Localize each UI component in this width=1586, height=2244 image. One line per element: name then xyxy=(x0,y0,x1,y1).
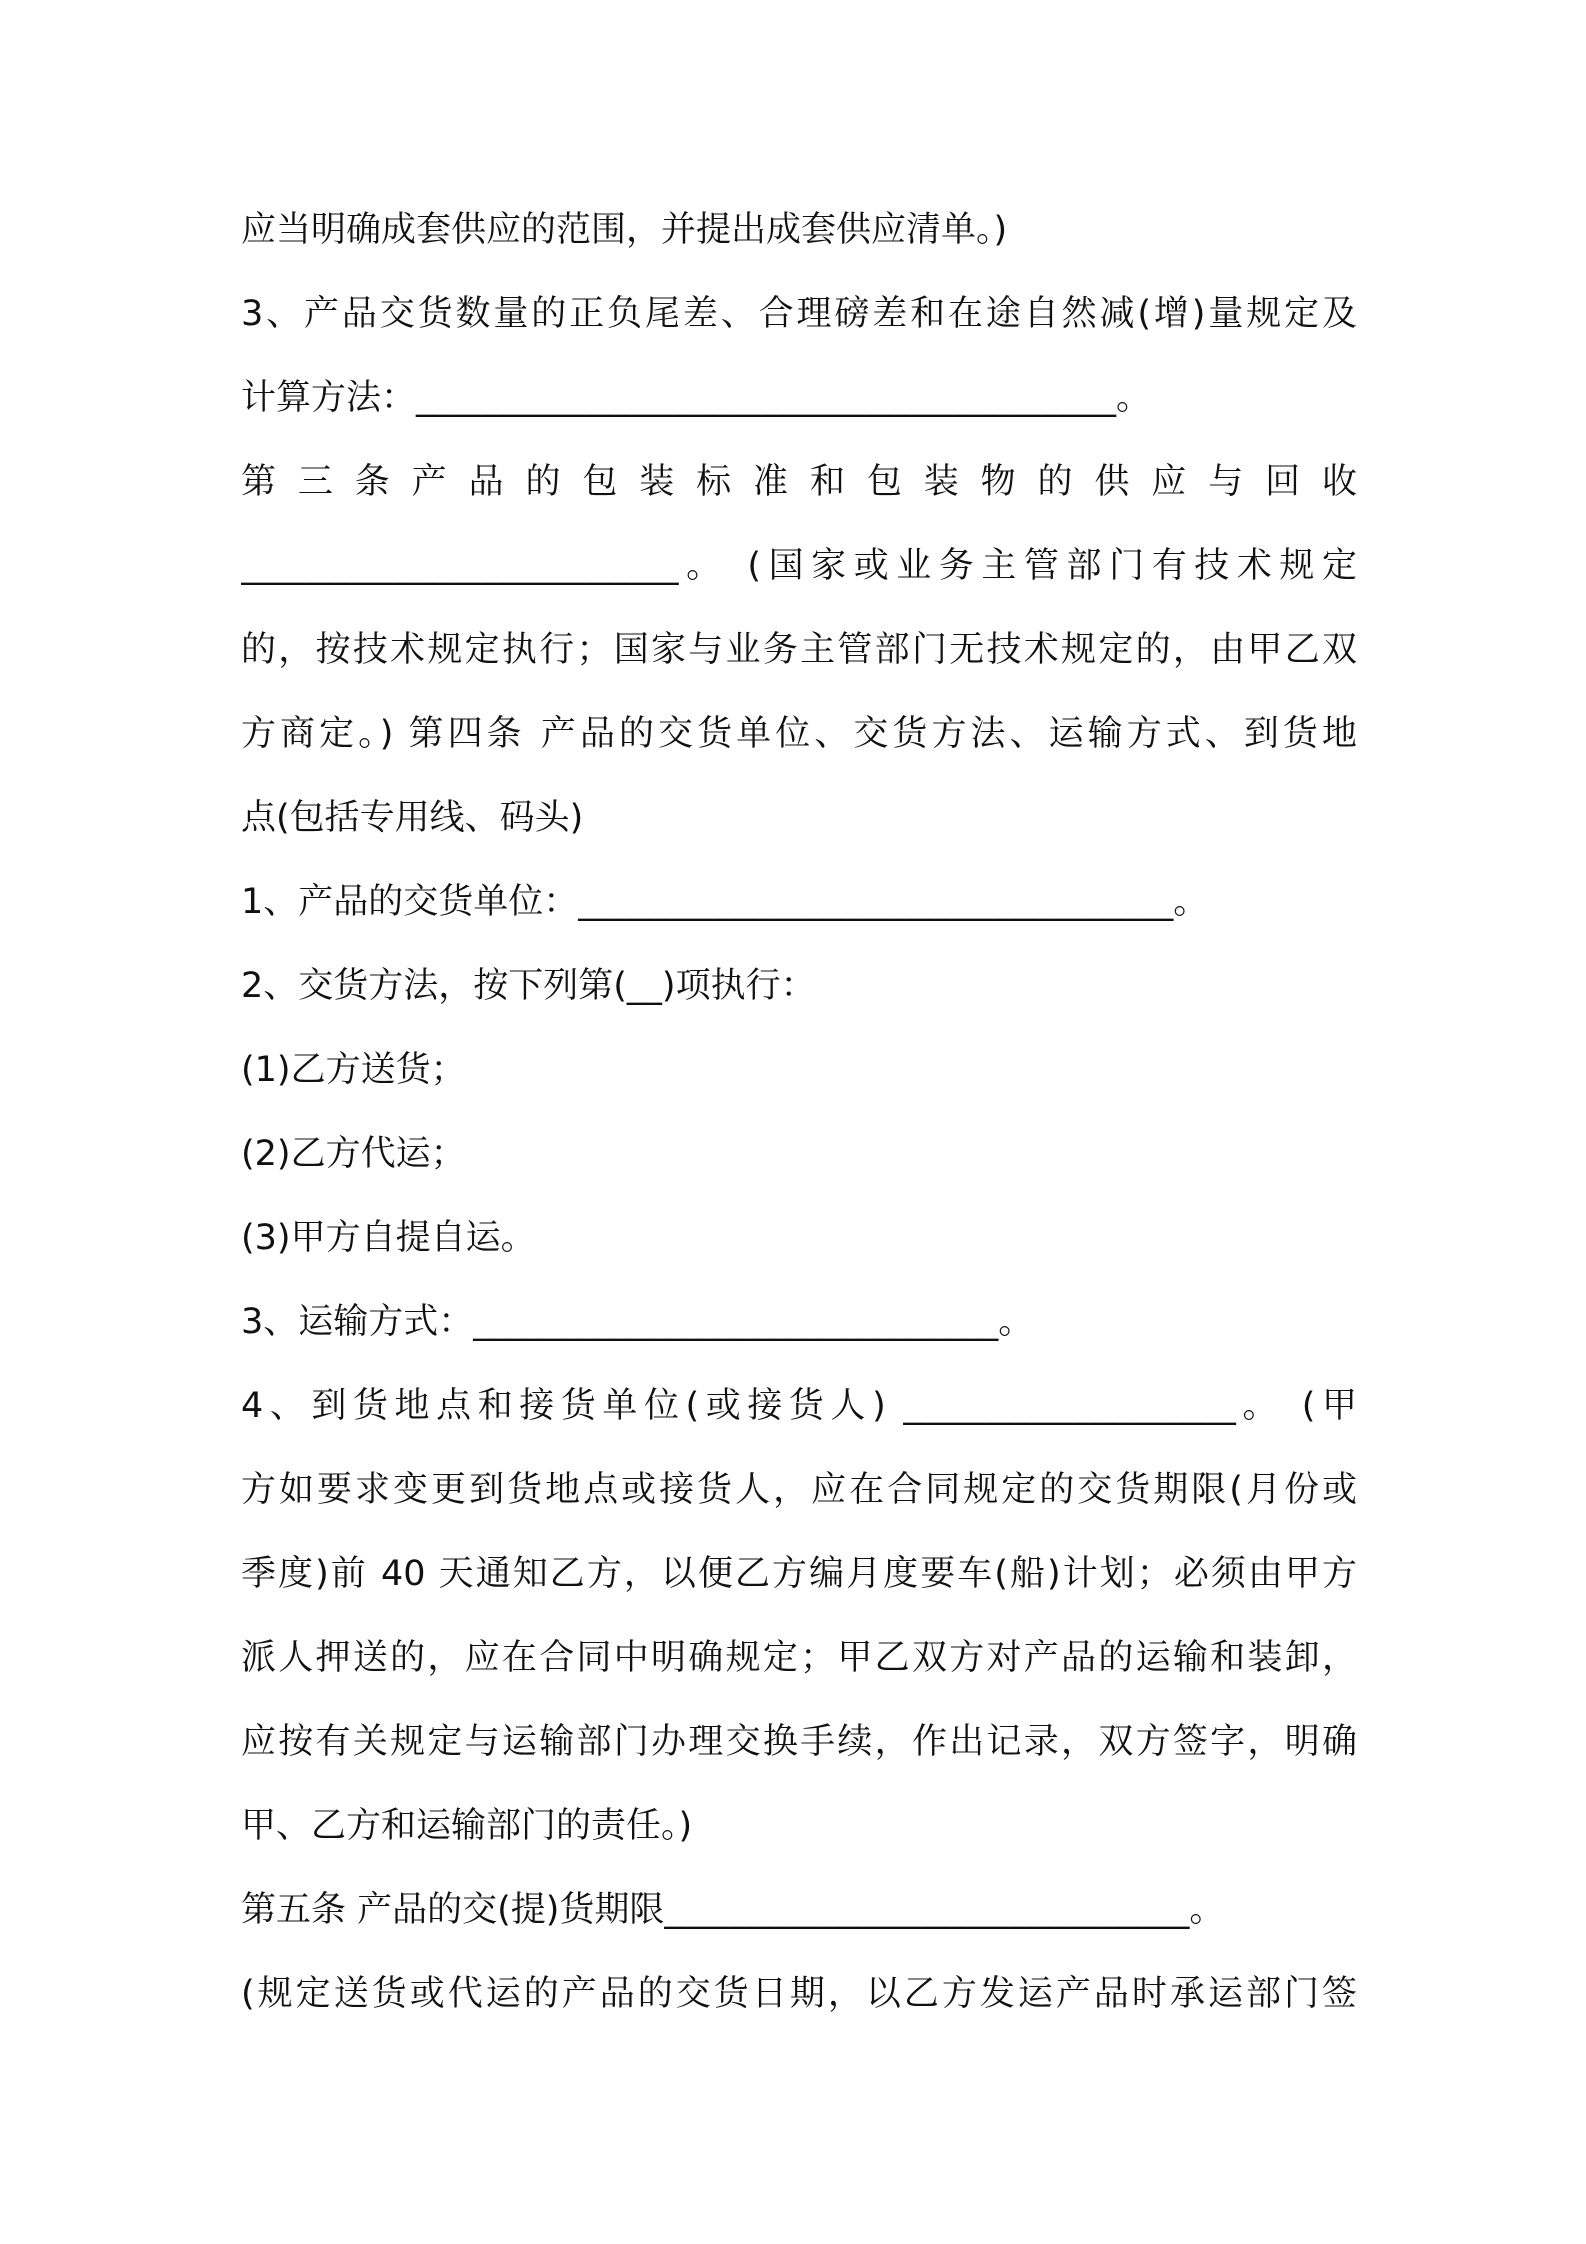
text-line-1: 应当明确成套供应的范围，并提出成套供应清单。) xyxy=(241,210,1008,250)
text-line-22: (规定送货或代运的产品的交货日期，以乙方发运产品时承运部门签 xyxy=(241,1974,1357,2014)
text-line-2: 3、产品交货数量的正负尾差、合理磅差和在途自然减(增)量规定及 xyxy=(241,294,1357,334)
text-line-3: 计算方法：________________________________________。 xyxy=(241,378,1152,418)
text-line-5: _________________________。 (国家或业务主管部门有技术规定 xyxy=(241,546,1357,586)
document-body xyxy=(241,198,1357,2046)
text-line-15: 4、到货地点和接货单位(或接货人) ___________________。 (甲 xyxy=(241,1386,1357,1426)
text-line-11: (1)乙方送货； xyxy=(241,1050,466,1090)
text-line-18: 派人押送的，应在合同中明确规定；甲乙双方对产品的运输和装卸， xyxy=(241,1638,1357,1678)
article-five-heading: 第五条 产品的交(提)货期限______________________________。 xyxy=(241,1890,1225,1930)
text-line-12: (2)乙方代运； xyxy=(241,1134,466,1174)
text-line-7: 方商定。) 第四条 产品的交货单位、交货方法、运输方式、到货地 xyxy=(241,714,1357,754)
text-line-17: 季度)前 40 天通知乙方，以便乙方编月度要车(船)计划；必须由甲方 xyxy=(241,1554,1357,1594)
text-line-19: 应按有关规定与运输部门办理交换手续，作出记录，双方签字，明确 xyxy=(241,1722,1357,1762)
text-line-14: 3、运输方式：______________________________。 xyxy=(241,1302,1034,1342)
text-line-13: (3)甲方自提自运。 xyxy=(241,1218,536,1258)
text-line-10: 2、交货方法，按下列第(__)项执行： xyxy=(241,966,816,1006)
text-line-6: 的，按技术规定执行；国家与业务主管部门无技术规定的，由甲乙双 xyxy=(241,630,1357,670)
text-line-8: 点(包括专用线、码头) xyxy=(241,798,584,838)
text-line-20: 甲、乙方和运输部门的责任。) xyxy=(241,1806,693,1846)
article-three-heading: 第 三 条 产 品 的 包 装 标 准 和 包 装 物 的 供 应 与 回 收 xyxy=(241,462,1357,502)
text-line-16: 方如要求变更到货地点或接货人，应在合同规定的交货期限(月份或 xyxy=(241,1470,1357,1510)
text-line-9: 1、产品的交货单位：__________________________________。 xyxy=(241,882,1209,922)
